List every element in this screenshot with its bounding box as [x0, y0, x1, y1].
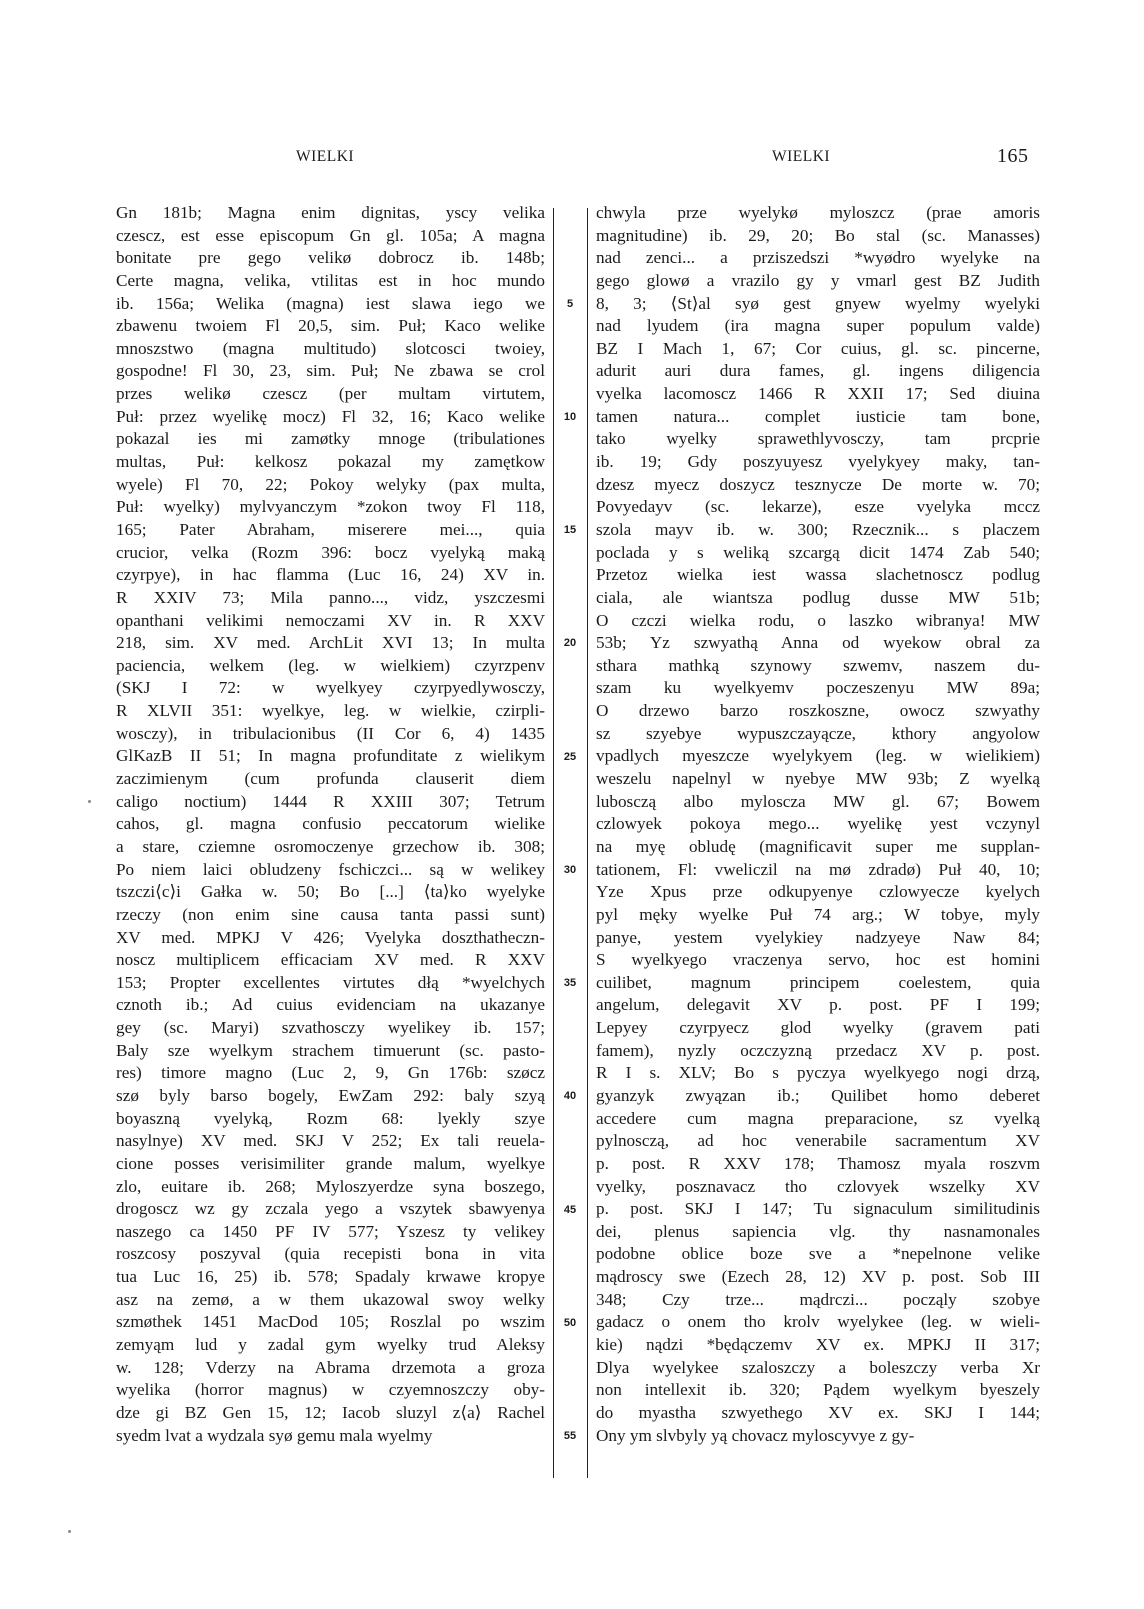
text-line: kie) nądzi *będączemv XV ex. MPKJ II 317;	[596, 1335, 1040, 1355]
text-line: sz szyebye wypuszczayącze, kthory angyolow	[596, 723, 1040, 743]
text-line: zlo, euitare ib. 268; Myloszyerdze syna boszego,	[116, 1176, 545, 1196]
text-line: caligo noctium) 1444 R XXIII 307; Tetrum	[116, 791, 545, 811]
text-line: mądroscy swe (Ezech 28, 12) XV p. post. Sob III	[596, 1267, 1040, 1287]
text-line: ciala, ale wiantsza podlug dusse MW 51b;	[596, 587, 1040, 607]
text-line: Baly sze wyelkym strachem timuerunt (sc. pasto-	[116, 1040, 545, 1060]
line-number: 45	[563, 1203, 577, 1216]
text-line: Yze Xpus prze odkupyenye czlowyecze kyelych	[596, 882, 1040, 902]
text-line: boyaszną vyelyką, Rozm 68: lyekly szye	[116, 1108, 545, 1128]
text-line: tamen natura... complet iusticie tam bone,	[596, 406, 1040, 426]
text-line: 348; Czy trze... mądrczi... począly szobye	[596, 1289, 1040, 1309]
text-line: dzesz myecz doszycz tesznycze De morte w. 70;	[596, 474, 1040, 494]
text-line: R XLVII 351: wyelkye, leg. w wielkie, czirpli-	[116, 701, 545, 721]
text-line: p. post. SKJ I 147; Tu signaculum similitudinis	[596, 1199, 1040, 1219]
text-line: R XXIV 73; Mila panno..., vidz, yszczesmi	[116, 587, 545, 607]
text-line: GlKazB II 51; In magna profunditate z wielikym	[116, 746, 545, 766]
line-number: 10	[563, 410, 577, 423]
text-line: tako wyelky sprawethlyvosczy, tam prcprie	[596, 429, 1040, 449]
running-head-left: WIELKI	[296, 148, 355, 165]
text-line: syedm lvat a wydzala syø gemu mala wyelmy	[116, 1425, 433, 1445]
text-line: pyl męky wyelke Puł 74 arg.; W tobye, myly	[596, 904, 1040, 924]
text-line: naszego ca 1450 PF IV 577; Yszesz ty velikey	[116, 1221, 545, 1241]
line-number: 25	[563, 750, 577, 763]
text-line: cznoth ib.; Ad cuius evidenciam na ukazanye	[116, 995, 545, 1015]
text-line: 165; Pater Abraham, miserere mei..., quia	[116, 519, 545, 539]
text-line: 218, sim. XV med. ArchLit XVI 13; In multa	[116, 633, 545, 653]
text-line: cahos, gl. magna confusio peccatorum wielike	[116, 814, 545, 834]
text-line: vpadlych myeszcze wyelykyem (leg. w wielikiem)	[596, 746, 1040, 766]
text-line: tua Luc 16, 25) ib. 578; Spadaly krwawe kropye	[116, 1267, 545, 1287]
text-line: adurit auri dura fames, gl. ingens diligencia	[596, 361, 1040, 381]
text-line: cuilibet, magnum principem coelestem, quia	[596, 972, 1040, 992]
text-line: czescz, est esse episcopum Gn gl. 105a; A magna	[116, 225, 545, 245]
text-line: weszelu napelnyl w nyebye MW 93b; Z wyelką	[596, 769, 1040, 789]
text-line: asz na zemø, a w them ukazowal swoy welky	[116, 1289, 545, 1309]
text-line: crucior, velka (Rozm 396: bocz vyelyką maką	[116, 542, 545, 562]
text-line: Povyedayv (sc. lekarze), esze vyelyka mccz	[596, 497, 1040, 517]
text-line: 53b; Yz szwyathą Anna od wyekow obral za	[596, 633, 1040, 653]
text-line: nad zenci... a prziszedszi *wyødro wyelyke na	[596, 248, 1040, 268]
left-column-text	[116, 202, 545, 1447]
text-line: przes welikø czescz (per multam virtutem,	[116, 384, 545, 404]
text-line: gego glowø a vrazilo gy y vmarl gest BZ Judith	[596, 270, 1040, 290]
text-line: vyelky, posznavacz tho czlovyek wszelky XV	[596, 1176, 1040, 1196]
line-number: 5	[566, 297, 574, 310]
text-line: drogoscz wz gy zczala yego a vszytek sbawyenya	[116, 1199, 545, 1219]
text-line: szø byly barso bogely, EwZam 292: baly szyą	[116, 1085, 545, 1105]
text-line: Certe magna, velika, vtilitas est in hoc mundo	[116, 270, 545, 290]
text-line: na myę obludę (magnificavit super me supplan-	[596, 836, 1040, 856]
text-line: do myastha szwyethego XV ex. SKJ I 144;	[596, 1402, 1040, 1422]
text-line: w. 128; Vderzy na Abrama drzemota a groza	[116, 1357, 545, 1377]
text-line: szola mayv ib. w. 300; Rzecznik... s placzem	[596, 519, 1040, 539]
line-number: 50	[563, 1316, 577, 1329]
text-line: czyrpye), in hac flamma (Luc 16, 24) XV in.	[116, 565, 545, 585]
text-line: Puł: przez wyelikę mocz) Fl 32, 16; Kaco welike	[116, 406, 545, 426]
text-line: (SKJ I 72: w wyelkyey czyrpyedlywosczy,	[116, 678, 545, 698]
text-line: res) timore magno (Luc 2, 9, Gn 176b: szøcz	[116, 1063, 545, 1083]
running-head-right: WIELKI	[772, 148, 831, 165]
text-line: O czczi wielka rodu, o laszko wibranya! MW	[596, 610, 1040, 630]
text-line: opanthani velikimi nemoczami XV in. R XXV	[116, 610, 545, 630]
text-line: mnoszstwo (magna multitudo) slotcosci twoiey,	[116, 338, 545, 358]
text-line: ib. 156a; Welika (magna) iest slawa iego we	[116, 293, 545, 313]
text-line: pylnosczą, ad hoc venerabile sacramentum XV	[596, 1131, 1040, 1151]
text-line: famem), nyzly oczczyzną przedacz XV p. post.	[596, 1040, 1040, 1060]
text-line: R I s. XLV; Bo s pyczya wyelkyego nogi drzą,	[596, 1063, 1040, 1083]
text-line: noscz multiplicem efficaciam XV med. R XXV	[116, 950, 545, 970]
text-line: ib. 19; Gdy poszyuyesz vyelykyey maky, tan-	[596, 452, 1040, 472]
text-line: czlowyek pokoya mego... wyelikę yest vczynyl	[596, 814, 1040, 834]
text-line: Gn 181b; Magna enim dignitas, yscy velika	[116, 203, 545, 222]
page-number: 165	[997, 145, 1029, 167]
text-line: zemyąm lud y zadal gym wyelky trud Aleksy	[116, 1335, 545, 1355]
paper-speck	[88, 800, 91, 803]
text-line: tszczi⟨c⟩i Gałka w. 50; Bo [...] ⟨ta⟩ko wyelyke	[116, 882, 545, 902]
text-line: gospodne! Fl 30, 23, sim. Puł; Ne zbawa se crol	[116, 361, 545, 381]
text-line: Ony ym slvbyly yą chovacz myloscyvye z gy-	[596, 1425, 915, 1445]
text-line: dze gi BZ Gen 15, 12; Iacob sluzyl z⟨a⟩ Rachel	[116, 1402, 545, 1422]
line-number: 55	[563, 1430, 577, 1443]
text-line: Dlya wyelykee szaloszczy a boleszczy verba Xr	[596, 1357, 1040, 1377]
text-line: accedere cum magna preparacione, sz vyelką	[596, 1108, 1040, 1128]
text-line: gey (sc. Maryi) szvathosczy wyelikey ib. 157;	[116, 1018, 545, 1038]
text-line: tationem, Fl: vweliczil na mø zdradø) Puł 40, 10;	[596, 859, 1040, 879]
text-line: Po niem laici obludzeny fschiczci... są w welikey	[116, 859, 545, 879]
text-line: poclada y s weliką szcargą dicit 1474 Zab 540;	[596, 542, 1040, 562]
text-line: chwyla prze wyelykø myloszcz (prae amoris	[596, 203, 1040, 222]
line-number: 15	[563, 524, 577, 537]
text-line: gadacz o onem tho krolv wyelykee (leg. w wieli-	[596, 1312, 1040, 1332]
text-line: a stare, cziemne osromoczenye grzechow ib. 308;	[116, 836, 545, 856]
text-line: Lepyey czyrpyecz glod wyelky (gravem pati	[596, 1018, 1040, 1038]
text-line: angelum, delegavit XV p. post. PF I 199;	[596, 995, 1040, 1015]
text-line: wyele) Fl 70, 22; Pokoy welyky (pax multa,	[116, 474, 545, 494]
text-line: sthara mathką szynowy szwemv, naszem du-	[596, 655, 1040, 675]
text-line: BZ I Mach 1, 67; Cor cuius, gl. sc. pincerne,	[596, 338, 1040, 358]
text-line: magnitudine) ib. 29, 20; Bo stal (sc. Manasses)	[596, 225, 1040, 245]
text-line: paciencia, welkem (leg. w wielkiem) czyrzpenv	[116, 655, 545, 675]
right-column-text	[596, 202, 1040, 1447]
text-line: non intellexit ib. 320; Pądem wyelkym byeszely	[596, 1380, 1040, 1400]
text-line: wosczy), in tribulacionibus (II Cor 6, 4) 1435	[116, 723, 545, 743]
line-number: 20	[563, 637, 577, 650]
text-line: 153; Propter excellentes virtutes dłą *wyelchych	[116, 972, 545, 992]
text-line: podobne oblice boze sve a *nepelnone velike	[596, 1244, 1040, 1264]
line-number: 40	[563, 1090, 577, 1103]
paper-speck	[68, 1530, 71, 1533]
text-line: pokazal ies mi zamøtky mnoge (tribulationes	[116, 429, 545, 449]
text-line: Przetoz wielka iest wassa slachetnoscz podlug	[596, 565, 1040, 585]
line-number: 30	[563, 863, 577, 876]
text-line: S wyelkyego vraczenya servo, hoc est homini	[596, 950, 1040, 970]
text-line: nasylnye) XV med. SKJ V 252; Ex tali reuela-	[116, 1131, 545, 1151]
text-line: panye, yestem vyelykiey nadzyeye Naw 84;	[596, 927, 1040, 947]
text-line: zbawenu twoiem Fl 20,5, sim. Puł; Kaco welike	[116, 316, 545, 336]
text-line: multas, Puł: kelkosz pokazal my zamętkow	[116, 452, 545, 472]
text-line: cione posses verisimiliter grande malum, wyelkye	[116, 1153, 545, 1173]
text-line: szmøthek 1451 MacDod 105; Roszlal po wszim	[116, 1312, 545, 1332]
column-divider-left	[553, 208, 554, 1478]
column-divider-right	[587, 208, 588, 1478]
text-line: Puł: wyelky) mylvyanczym *zokon twoy Fl 118,	[116, 497, 545, 517]
text-line: bonitate pre gego velikø dobrocz ib. 148b;	[116, 248, 545, 268]
text-line: 8, 3; ⟨St⟩al syø gest gnyew wyelmy wyelyki	[596, 293, 1040, 313]
text-line: szam ku wyelkyemv poczeszenyu MW 89a;	[596, 678, 1040, 698]
text-line: gyanzyk zwyązan ib.; Quilibet homo deberet	[596, 1085, 1040, 1105]
text-line: vyelka lacomoscz 1466 R XXII 17; Sed diuina	[596, 384, 1040, 404]
text-line: roszcosy poszyval (quia recepisti bona in vita	[116, 1244, 545, 1264]
text-line: rzeczy (non enim sine causa tanta passi sunt)	[116, 904, 545, 924]
text-line: XV med. MPKJ V 426; Vyelyka doszthatheczn-	[116, 927, 545, 947]
text-line: O drzewo barzo roszkoszne, owocz szwyathy	[596, 701, 1040, 721]
text-line: wyelika (horror magnus) w czyemnoszczy oby-	[116, 1380, 545, 1400]
line-number: 35	[563, 977, 577, 990]
text-line: nad lyudem (ira magna super populum valde)	[596, 316, 1040, 336]
text-line: dei, plenus sapiencia vlg. thy nasnamonales	[596, 1221, 1040, 1241]
text-line: zaczimienym (cum profunda clauserit diem	[116, 769, 545, 789]
text-line: p. post. R XXV 178; Thamosz myala roszvm	[596, 1153, 1040, 1173]
text-line: lubosczą albo myloscza MW gl. 67; Bowem	[596, 791, 1040, 811]
